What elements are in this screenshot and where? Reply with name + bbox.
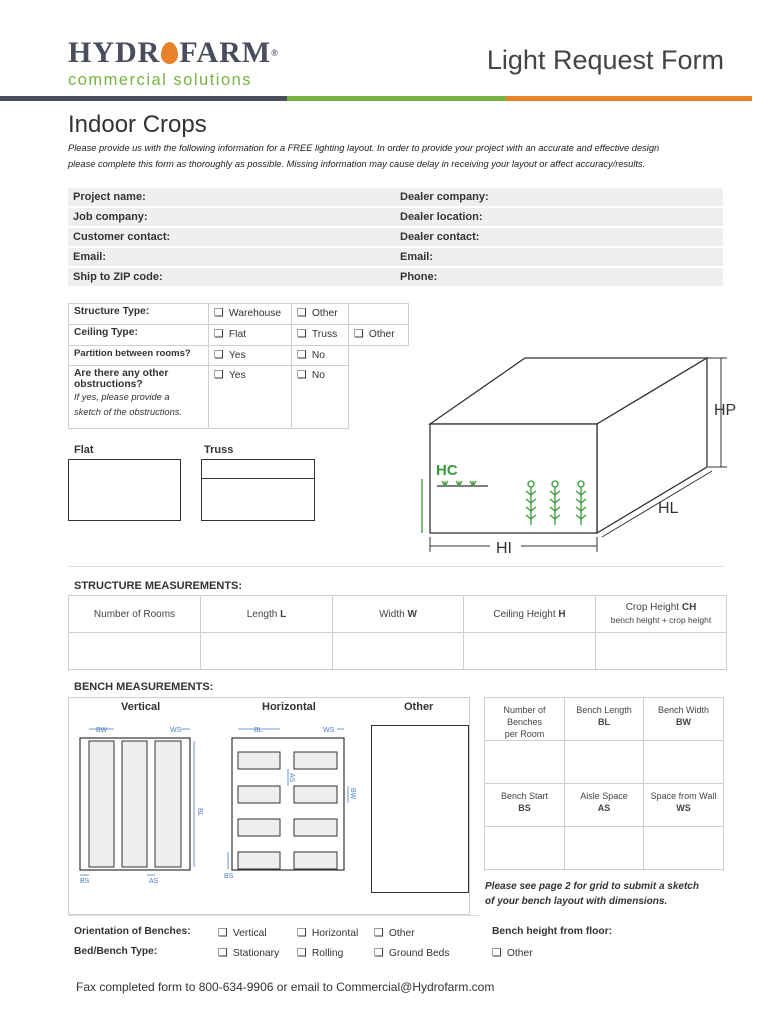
droplet-icon xyxy=(161,42,178,64)
section-title: Indoor Crops xyxy=(68,111,207,138)
room-diagram xyxy=(415,355,745,560)
bench-rect xyxy=(294,786,337,803)
bench-length-header: Bench Length BL xyxy=(565,698,644,741)
ws-dim-label: WS xyxy=(170,727,182,734)
info-row-3[interactable] xyxy=(68,228,723,246)
vertical-layout-label: Vertical xyxy=(121,701,161,713)
structure-type-label: Structure Type: xyxy=(69,304,209,325)
bs-dim-label: BS xyxy=(224,873,234,880)
info-row-2[interactable] xyxy=(68,208,723,226)
length-input[interactable] xyxy=(201,633,333,670)
flat-sketch-label: Flat xyxy=(74,444,94,456)
info-row-5[interactable] xyxy=(68,268,723,286)
partition-label: Partition between rooms? xyxy=(69,346,209,366)
intro-line-1: Please provide us with the following information for a FREE lighting layout. In order to provide your project with an accurate and effective design xyxy=(68,143,660,153)
bench-rect xyxy=(294,752,337,769)
horizontal-layout-label: Horizontal xyxy=(262,701,316,713)
footer-contact: Fax completed form to 800-634-9906 or email to Commercial@Hydrofarm.com xyxy=(76,980,495,994)
customer-email-label: Email: xyxy=(73,251,107,263)
bench-measurements-title: BENCH MEASUREMENTS: xyxy=(74,681,214,693)
info-row-1[interactable] xyxy=(68,188,723,206)
partition-no-checkbox[interactable]: ❑ No xyxy=(297,350,325,361)
crop-height-input[interactable] xyxy=(596,633,727,670)
horizontal-bench-sketch xyxy=(224,718,364,888)
ws-dim-label: WS xyxy=(323,727,335,734)
hydrofarm-logo xyxy=(68,38,279,68)
bench-rect xyxy=(238,786,280,803)
bench-rect xyxy=(294,852,337,869)
flat-ceiling-sketch xyxy=(68,459,181,521)
crop-height-header: Crop Height CH bench height + crop height xyxy=(596,596,727,633)
bench-rect xyxy=(122,741,147,867)
orientation-horizontal-checkbox[interactable]: ❑ Horizontal xyxy=(297,926,358,939)
hc-label: HC xyxy=(436,462,458,479)
bench-rect xyxy=(238,852,280,869)
benches-per-room-header: Number of Benches per Room xyxy=(485,698,565,741)
other-layout-label: Other xyxy=(404,701,434,713)
structure-measurements-table xyxy=(68,595,727,670)
bench-measurement-table xyxy=(484,697,724,870)
bottom-divider xyxy=(68,915,480,916)
bench-rect xyxy=(238,819,280,836)
project-name-label: Project name: xyxy=(73,191,146,203)
section-divider xyxy=(68,566,724,567)
dealer-email-label: Email: xyxy=(400,251,434,263)
bench-rect xyxy=(294,819,337,836)
ground-beds-checkbox[interactable]: ❑ Ground Beds xyxy=(374,946,450,959)
bl-dim-label: BL xyxy=(254,727,263,734)
bench-width-input[interactable] xyxy=(644,741,724,784)
sketch-note: Please see page 2 for grid to submit a sketch of your bench layout with dimensions. xyxy=(485,881,699,907)
as-dim-label: AS xyxy=(149,878,159,885)
header-bar-orange xyxy=(506,96,752,101)
benches-per-room-input[interactable] xyxy=(485,741,565,784)
structure-other-checkbox[interactable]: ❑ Other xyxy=(297,308,338,319)
aisle-space-header: Aisle Space AS xyxy=(565,784,644,827)
logo-text-part2: FARM xyxy=(179,36,272,69)
ceiling-type-label: Ceiling Type: xyxy=(69,325,209,346)
logo-text-part1: HYDR xyxy=(68,36,161,69)
phone-label: Phone: xyxy=(400,271,438,283)
vertical-bench-sketch xyxy=(74,718,204,888)
dealer-contact-label: Dealer contact: xyxy=(400,231,480,243)
warehouse-checkbox[interactable]: ❑ Warehouse xyxy=(214,308,281,319)
obstruction-note-2: sketch of the obstructions. xyxy=(74,407,183,417)
bench-rect xyxy=(238,752,280,769)
bench-start-input[interactable] xyxy=(485,827,565,870)
bw-dim-label: BW xyxy=(349,788,356,800)
truss-sketch-label: Truss xyxy=(204,444,234,456)
obstruction-label-1: Are there any other xyxy=(74,368,169,379)
structure-table xyxy=(68,303,409,429)
orientation-other-checkbox[interactable]: ❑ Other xyxy=(374,926,415,939)
ship-zip-label: Ship to ZIP code: xyxy=(73,271,163,283)
job-company-label: Job company: xyxy=(73,211,148,223)
rolling-checkbox[interactable]: ❑ Rolling xyxy=(297,946,343,959)
hl-label: HL xyxy=(658,500,679,517)
width-header: Width W xyxy=(333,596,464,633)
partition-yes-checkbox[interactable]: ❑ Yes xyxy=(214,350,246,361)
bw-dim-label: BW xyxy=(96,727,108,734)
ceiling-flat-checkbox[interactable]: ❑ Flat xyxy=(214,329,246,340)
obstruction-label-2: obstructions? xyxy=(74,379,143,390)
bench-length-input[interactable] xyxy=(565,741,644,784)
bench-height-label: Bench height from floor: xyxy=(492,926,613,937)
orientation-vertical-checkbox[interactable]: ❑ Vertical xyxy=(218,926,267,939)
intro-text xyxy=(68,140,728,172)
obstruction-note-1: If yes, please provide a xyxy=(74,392,170,402)
dealer-company-label: Dealer company: xyxy=(400,191,489,203)
rooms-header: Number of Rooms xyxy=(69,596,201,633)
aisle-space-input[interactable] xyxy=(565,827,644,870)
bl-dim-label: BL xyxy=(196,808,203,817)
structure-measurements-title: STRUCTURE MEASUREMENTS: xyxy=(74,580,243,592)
as-dim-label: AS xyxy=(288,773,295,783)
intro-line-2: please complete this form as thoroughly as possible. Missing information may cause delay in receiving your layout or affect accuracy/results. xyxy=(68,159,646,169)
ceiling-truss-checkbox[interactable]: ❑ Truss xyxy=(297,329,337,340)
ceiling-height-input[interactable] xyxy=(464,633,596,670)
logo-subtitle: commercial solutions xyxy=(68,71,253,89)
obstruction-no-checkbox[interactable]: ❑ No xyxy=(297,370,325,381)
bench-height-other-checkbox[interactable]: ❑ Other xyxy=(492,946,533,959)
registered-mark: ® xyxy=(271,48,279,58)
hp-label: HP xyxy=(714,402,737,419)
bench-width-header: Bench Width BW xyxy=(644,698,724,741)
stationary-checkbox[interactable]: ❑ Stationary xyxy=(218,946,279,959)
space-from-wall-input[interactable] xyxy=(644,827,724,870)
bs-dim-label: BS xyxy=(80,878,90,885)
other-bench-sketch[interactable] xyxy=(371,725,469,893)
bench-start-header: Bench Start BS xyxy=(485,784,565,827)
width-input[interactable] xyxy=(333,633,464,670)
crop-height-subtext: bench height + crop height xyxy=(610,615,712,625)
orientation-label: Orientation of Benches: xyxy=(74,926,191,937)
header-bar-gray xyxy=(0,96,287,101)
length-header: Length L xyxy=(201,596,333,633)
truss-ceiling-sketch xyxy=(201,459,315,521)
structure-other-field[interactable] xyxy=(349,304,409,325)
ceiling-height-header: Ceiling Height H xyxy=(464,596,596,633)
header-bar-green xyxy=(287,96,506,101)
rooms-input[interactable] xyxy=(69,633,201,670)
customer-contact-label: Customer contact: xyxy=(73,231,171,243)
bench-rect xyxy=(89,741,114,867)
obstruction-yes-checkbox[interactable]: ❑ Yes xyxy=(214,370,246,381)
space-from-wall-header: Space from Wall WS xyxy=(644,784,724,827)
form-title: Light Request Form xyxy=(486,45,724,75)
hi-label: HI xyxy=(496,540,512,557)
bed-type-label: Bed/Bench Type: xyxy=(74,946,158,957)
bench-rect xyxy=(155,741,181,867)
ceiling-other-checkbox[interactable]: ❑ Other xyxy=(354,329,395,340)
dealer-location-label: Dealer location: xyxy=(400,211,483,223)
info-row-4[interactable] xyxy=(68,248,723,266)
